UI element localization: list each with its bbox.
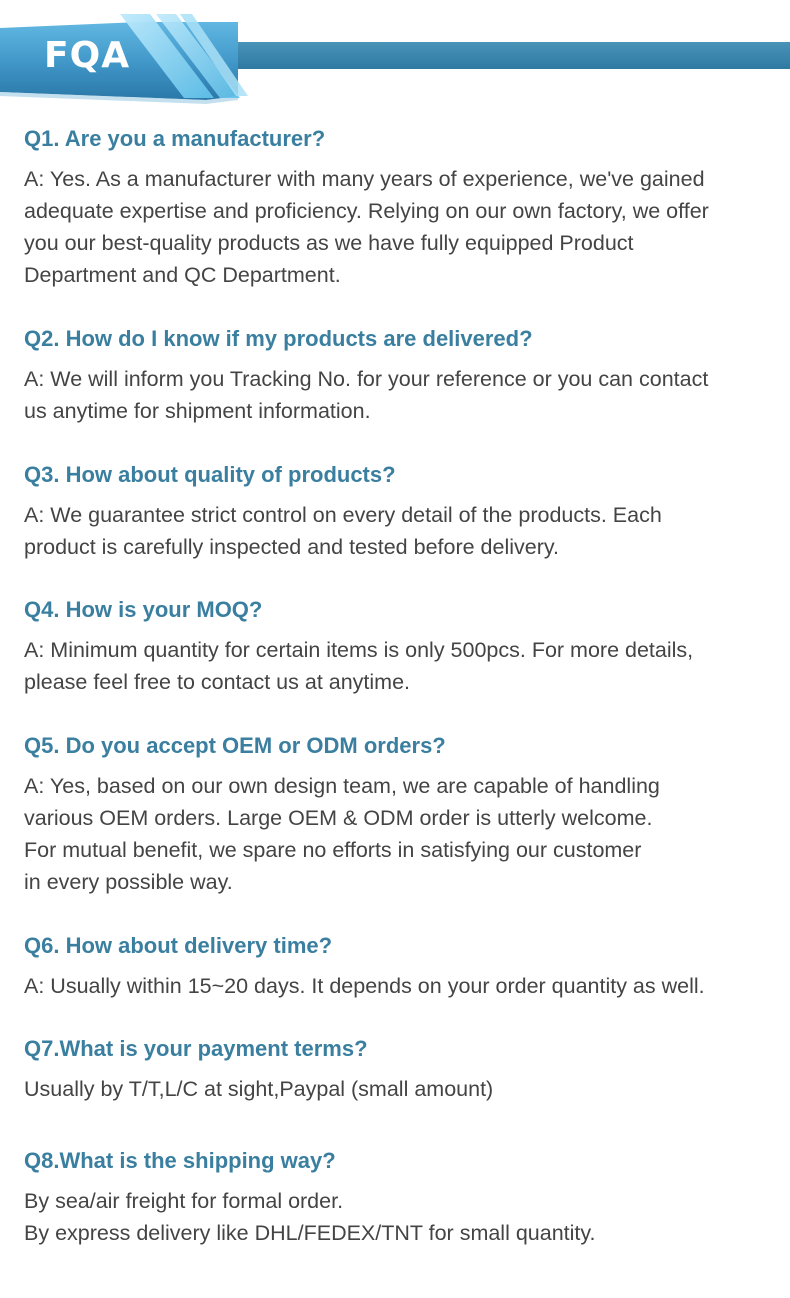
faq-answer-3: A: We guarantee strict control on every detail of the products. Each product is carefully inspected and tested before delivery. bbox=[24, 503, 662, 559]
faq-answer-2: A: We will inform you Tracking No. for your reference or you can contact us anytime for shipment information. bbox=[24, 367, 709, 423]
faq-question-1: Q1. Are you a manufacturer? bbox=[24, 126, 326, 151]
faq-answer-7: Usually by T/T,L/C at sight,Paypal (small amount) bbox=[24, 1077, 494, 1101]
faq-question-8: Q8.What is the shipping way? bbox=[24, 1148, 336, 1173]
faq-item-5 bbox=[24, 732, 774, 898]
faq-header bbox=[0, 0, 790, 110]
faq-question-5: Q5. Do you accept OEM or ODM orders? bbox=[24, 733, 446, 758]
faq-question-2: Q2. How do I know if my products are delivered? bbox=[24, 326, 533, 351]
faq-item-3 bbox=[24, 461, 774, 563]
faq-answer-4: A: Minimum quantity for certain items is only 500pcs. For more details, please feel free to contact us at anytime. bbox=[24, 638, 694, 694]
faq-item-2 bbox=[24, 325, 774, 427]
faq-answer-8: By sea/air freight for formal order. By express delivery like DHL/FEDEX/TNT for small quantity. bbox=[24, 1189, 596, 1245]
faq-item-8 bbox=[24, 1147, 774, 1249]
faq-item-7 bbox=[24, 1035, 774, 1105]
header-title: FQA bbox=[44, 35, 131, 76]
faq-answer-5: A: Yes, based on our own design team, we are capable of handling various OEM orders. Large OEM & ODM order is utterly welcome. For mutual benefit, we spare no efforts in satisfying our customer in every possible way. bbox=[24, 774, 660, 894]
faq-answer-6: A: Usually within 15~20 days. It depends on your order quantity as well. bbox=[24, 974, 705, 998]
faq-question-7: Q7.What is your payment terms? bbox=[24, 1036, 368, 1061]
faq-question-3: Q3. How about quality of products? bbox=[24, 462, 396, 487]
faq-item-1 bbox=[24, 125, 774, 291]
faq-question-4: Q4. How is your MOQ? bbox=[24, 597, 263, 622]
faq-question-6: Q6. How about delivery time? bbox=[24, 933, 333, 958]
faq-answer-1: A: Yes. As a manufacturer with many years of experience, we've gained adequate expertise and proficiency. Relying on our own factory, we offer you our best-quality products as we have fully equipped Product Department and QC Department. bbox=[24, 167, 709, 287]
faq-item-6 bbox=[24, 932, 774, 1002]
faq-item-4 bbox=[24, 596, 774, 698]
header-band bbox=[228, 42, 790, 69]
